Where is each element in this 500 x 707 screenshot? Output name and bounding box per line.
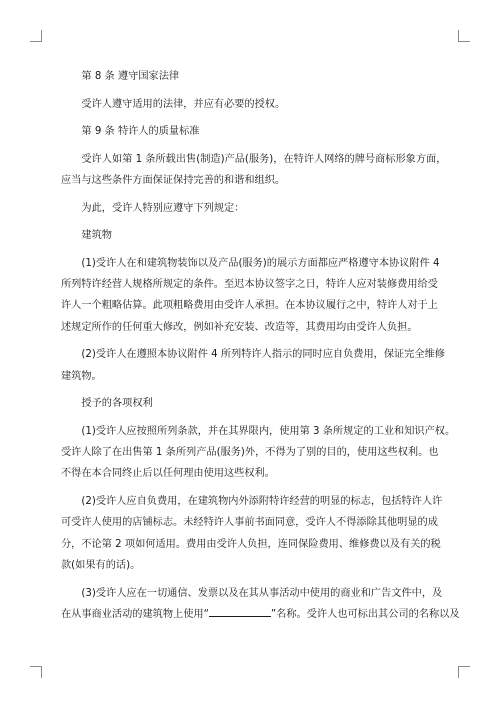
text-line: 建筑物。 [61, 370, 102, 382]
text-line [61, 604, 460, 625]
article-9-paragraph-2: 为此，受许人特别应遵守下列规定： [81, 202, 245, 214]
article-8-heading: 第 8 条 遵守国家法律 [81, 71, 180, 82]
text-fragment: ”名称。受许人也可标出其公司的名称以及 [270, 608, 460, 620]
rights-clause-2 [61, 491, 443, 576]
document-body [61, 66, 460, 631]
rights-clause-3 [61, 583, 460, 626]
building-heading: 建筑物 [81, 230, 112, 242]
text-line: 可受许人使用的店铺标志。未经特许人事前书面同意，受许人不得添除其他明显的成 [61, 517, 438, 529]
text-line: 应当与这些条件方面保证保持完善的和谐和组织。 [61, 175, 286, 187]
building-clause-2 [61, 344, 443, 387]
article-8-paragraph: 受许人遵守适用的法律，并应有必要的授权。 [81, 98, 286, 110]
text-fragment: 在从事商业活动的建筑物上使用“ [61, 608, 209, 620]
building-clause-1 [61, 253, 443, 338]
text-line: (2)受许人在遵照本协议附件 4 所列特许人指示的同时应自负费用，保证完全维修 [81, 349, 445, 361]
crop-mark-top-left [30, 30, 42, 42]
text-line: (1)受许人在和建筑物装饰以及产品(服务)的展示方面都应严格遵守本协议附件 4 [81, 257, 440, 269]
text-line: 述规定所作的任何重大修改，例如补充安装、改造等，其费用均由受许人负担。 [61, 321, 418, 333]
name-blank-underline [209, 604, 271, 617]
text-line: 许人一个粗略估算。此项粗略费用由受许人承担。在本协议履行之中，特许人对于上 [61, 300, 438, 312]
text-line: 所列特许经营人规格所规定的条件。至迟本协议签字之日，特许人应对装修费用给受 [61, 279, 438, 291]
article-9-paragraph-1 [61, 149, 447, 192]
crop-mark-bottom-right [458, 666, 470, 678]
text-line: (3)受许人应在一切通信、发票以及在其从事活动中使用的商业和广告文件中，及 [81, 587, 443, 599]
text-line: 受许人如第 1 条所载出售(制造)产品(服务)，在特许人网络的牌号商标形象方面， [81, 153, 447, 165]
rights-clause-1 [61, 421, 456, 485]
crop-mark-bottom-left [30, 666, 42, 678]
crop-mark-top-right [458, 30, 470, 42]
text-line: 分，不论第 2 项如何适用。费用由受许人负担，连同保险费用、维修费以及有关的税 [61, 538, 441, 550]
text-line: (2)受许人应自负费用，在建筑物内外添附特许经营的明显的标志，包括特许人许 [81, 496, 443, 508]
article-9-heading: 第 9 条 特许人的质量标准 [81, 126, 200, 138]
text-line: 款(如果有的话)。 [61, 559, 141, 571]
text-line: 受许人除了在出售第 1 条所列产品(服务)外，不得为了别的目的，使用这些权利。也 [61, 447, 439, 459]
rights-heading: 授予的各项权利 [81, 398, 153, 410]
text-line: 不得在本合同终止后以任何理由使用这些权利。 [61, 468, 275, 480]
text-line: (1)受许人应按照所列条款，并在其界限内，使用第 3 条所规定的工业和知识产权。 [81, 425, 456, 437]
